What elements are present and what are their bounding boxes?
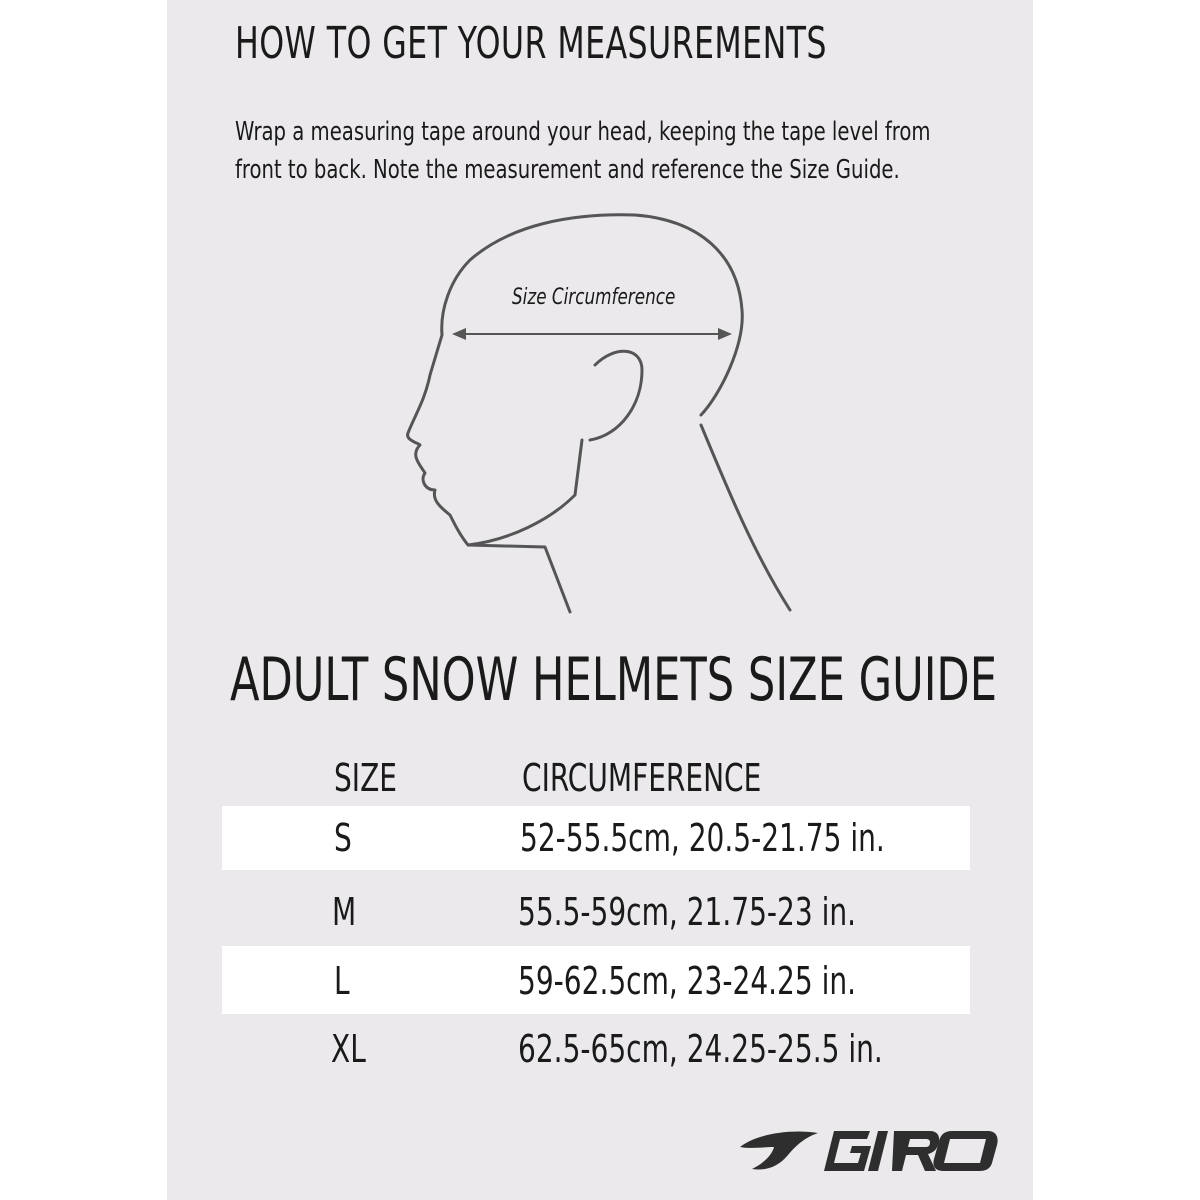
- table-row-size: L: [334, 959, 350, 1003]
- table-row-circumference: 55.5-59cm, 21.75-23 in.: [518, 890, 857, 934]
- measurement-instructions: [235, 113, 974, 189]
- measurements-heading: HOW TO GET YOUR MEASUREMENTS: [235, 18, 827, 69]
- instructions-line-1: Wrap a measuring tape around your head, keeping the tape level from: [235, 117, 931, 147]
- table-row-circumference: 59-62.5cm, 23-24.25 in.: [518, 959, 857, 1003]
- table-row-circumference: 52-55.5cm, 20.5-21.75 in.: [520, 816, 885, 860]
- size-circumference-label: Size Circumference: [512, 285, 676, 310]
- neck-outline: [701, 425, 790, 610]
- table-row-size: XL: [331, 1027, 366, 1071]
- circumference-arrow: [452, 328, 732, 340]
- table-row-size: S: [334, 816, 352, 860]
- table-row-size: M: [332, 890, 357, 934]
- size-guide-heading: ADULT SNOW HELMETS SIZE GUIDE: [230, 645, 997, 715]
- instructions-line-2: front to back. Note the measurement and reference the Size Guide.: [235, 155, 900, 185]
- giro-wing-logo-icon: [738, 1125, 1000, 1175]
- circumference-column-header: CIRCUMFERENCE: [522, 756, 762, 800]
- table-row-circumference: 62.5-65cm, 24.25-25.5 in.: [518, 1027, 883, 1071]
- ear-outline: [590, 351, 642, 440]
- jaw-outline: [468, 440, 582, 545]
- head-outline: [408, 215, 743, 612]
- head-profile-diagram: [380, 195, 800, 625]
- size-column-header: SIZE: [334, 756, 397, 800]
